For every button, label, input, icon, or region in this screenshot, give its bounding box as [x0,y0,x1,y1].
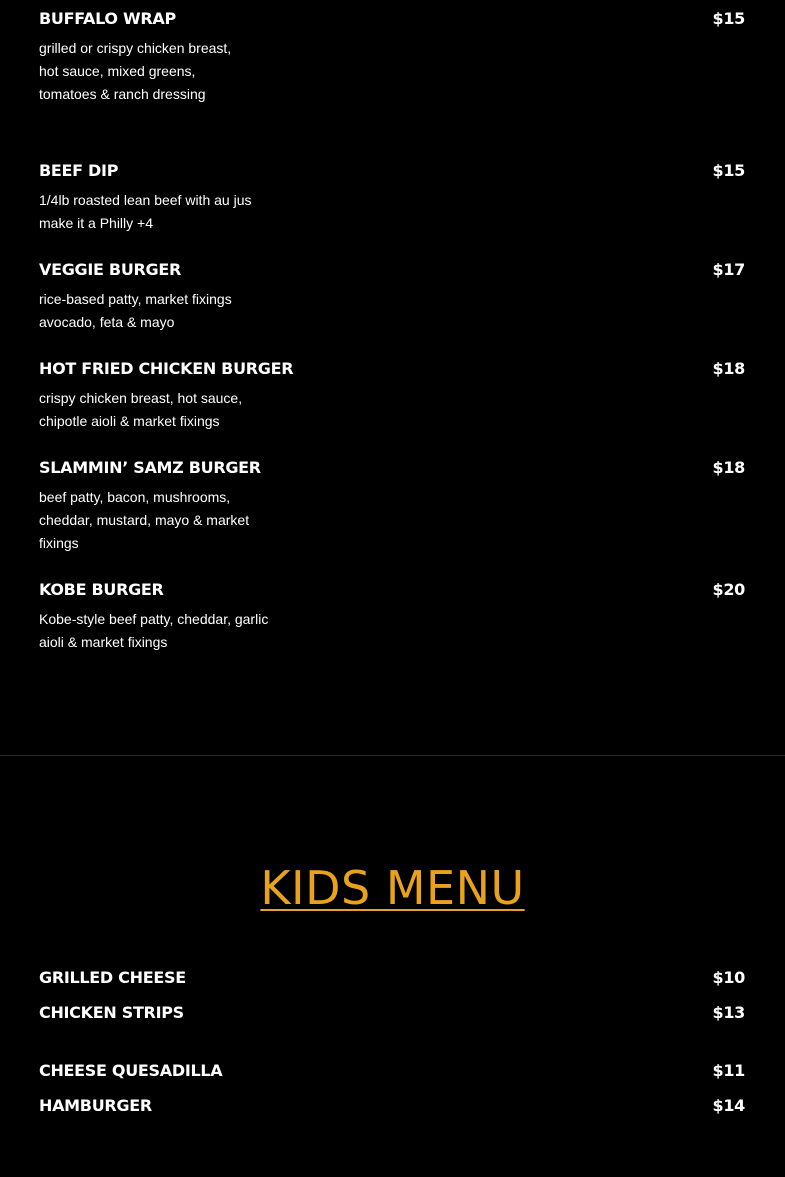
menu-item-description-slammin-samz-burger [39,486,279,555]
description-line: cheddar, mustard, mayo & market [39,512,250,528]
description-line: crispy chicken breast, hot sauce, [39,390,243,406]
menu-item-description-kobe-burger [39,608,279,654]
menu-item-price-kobe-burger: $20 [712,580,745,599]
description-line: aioli & market fixings [39,634,168,650]
description-line: rice-based patty, market fixings [39,291,232,307]
description-line: make it a Philly +4 [39,215,153,231]
description-line: tomatoes & ranch dressing [39,86,206,102]
description-line: hot sauce, mixed greens, [39,63,196,79]
description-line: beef patty, bacon, mushrooms, [39,489,231,505]
description-line: 1/4lb roasted lean beef with au jus [39,192,252,208]
menu-item-name-hot-fried-chicken-burger: HOT FRIED CHICKEN BURGER [39,359,294,378]
kids-item-price-hamburger: $14 [712,1096,745,1115]
description-line: Kobe-style beef patty, cheddar, garlic [39,611,269,627]
kids-item-price-cheese-quesadilla: $11 [712,1061,745,1080]
menu-item-description-hot-fried-chicken-burger [39,387,279,433]
menu-item-price-slammin-samz-burger: $18 [712,458,745,477]
menu-item-price-buffalo-wrap: $15 [712,9,745,28]
menu-item-name-slammin-samz-burger: SLAMMIN’ SAMZ BURGER [39,458,261,477]
kids-item-name-grilled-cheese: GRILLED CHEESE [39,968,186,987]
kids-menu-heading-link[interactable]: KIDS MENU [260,861,525,915]
menu-item-price-veggie-burger: $17 [712,260,745,279]
section-divider [0,755,785,756]
menu-item-description-beef-dip [39,189,279,235]
kids-item-price-chicken-strips: $13 [712,1003,745,1022]
description-line: fixings [39,535,79,551]
kids-item-name-hamburger: HAMBURGER [39,1096,152,1115]
description-line: chipotle aioli & market fixings [39,413,220,429]
menu-item-name-veggie-burger: VEGGIE BURGER [39,260,182,279]
menu-item-name-buffalo-wrap: BUFFALO WRAP [39,9,176,28]
menu-item-description-buffalo-wrap [39,37,279,106]
kids-item-price-grilled-cheese: $10 [712,968,745,987]
description-line: avocado, feta & mayo [39,314,175,330]
menu-item-price-hot-fried-chicken-burger: $18 [712,359,745,378]
menu-item-name-kobe-burger: KOBE BURGER [39,580,164,599]
menu-item-price-beef-dip: $15 [712,161,745,180]
kids-item-name-chicken-strips: CHICKEN STRIPS [39,1003,184,1022]
menu-item-description-veggie-burger [39,288,279,334]
kids-menu-heading [0,858,785,930]
description-line: grilled or crispy chicken breast, [39,40,232,56]
menu-item-name-beef-dip: BEEF DIP [39,161,119,180]
kids-item-name-cheese-quesadilla: CHEESE QUESADILLA [39,1061,223,1080]
